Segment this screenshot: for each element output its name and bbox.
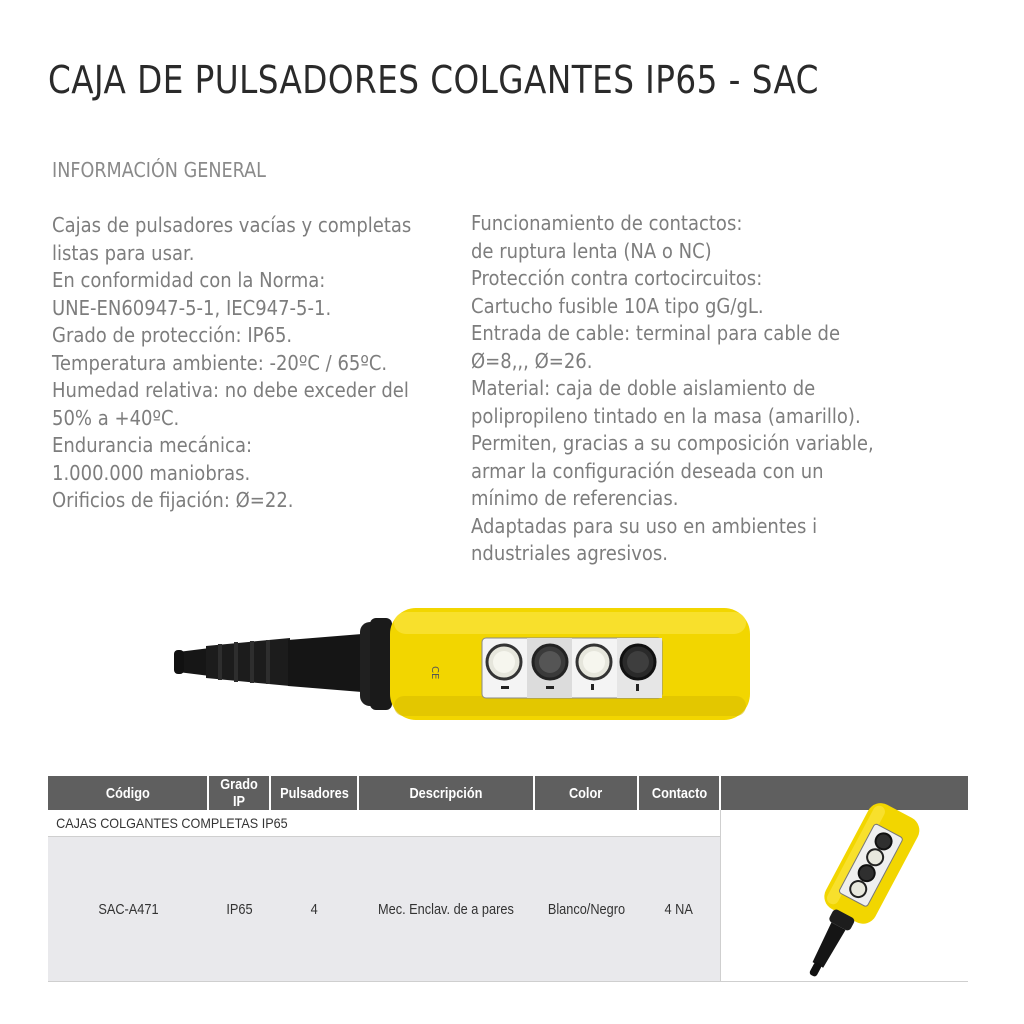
pendant-control-box-small-photo: [770, 796, 930, 996]
pendant-control-box-photo: [170, 600, 790, 730]
general-info-right: [471, 210, 874, 568]
info-line: Orificios de fijación: Ø=22.: [52, 488, 294, 512]
info-line: polipropileno tintado en la masa (amarillo).: [471, 403, 861, 428]
info-line: Endurancia mecánica:: [52, 433, 253, 457]
info-line: Grado de protección: IP65.: [52, 323, 293, 347]
cell-contacto: 4 NA: [638, 837, 720, 982]
info-line: Humedad relativa: no debe exceder del: [52, 378, 409, 402]
info-line: de ruptura lenta (NA o NC): [471, 238, 712, 263]
cell-grado-ip: IP65: [208, 837, 270, 982]
info-line: listas para usar.: [52, 240, 195, 265]
cell-color: Blanco/Negro: [534, 837, 638, 982]
info-line: 1.000.000 maniobras.: [52, 460, 251, 485]
info-line: 50% a +40ºC.: [52, 405, 180, 430]
general-info-left: [52, 212, 411, 515]
info-line: armar la configuración deseada con un: [471, 458, 824, 483]
column-header: Color: [534, 776, 638, 810]
info-line: Cartucho fusible 10A tipo gG/gL.: [471, 293, 764, 318]
column-header: Pulsadores: [270, 776, 358, 810]
info-line: Entrada de cable: terminal para cable de: [471, 321, 841, 345]
cell-descripcion: Mec. Enclav. de a pares: [358, 837, 534, 982]
cell-pulsadores: 4: [270, 837, 358, 982]
column-header: Código: [48, 776, 208, 810]
column-header: Contacto: [638, 776, 720, 810]
page-title: CAJA DE PULSADORES COLGANTES IP65 - SAC: [48, 58, 819, 102]
info-line: Funcionamiento de contactos:: [471, 211, 743, 235]
column-header: Grado IP: [208, 776, 270, 810]
info-line: Adaptadas para su uso en ambientes i: [471, 513, 818, 538]
info-line: mínimo de referencias.: [471, 486, 679, 510]
section-title: INFORMACIÓN GENERAL: [52, 158, 266, 182]
info-line: Permiten, gracias a su composición variable,: [471, 431, 874, 455]
info-line: Ø=8,,, Ø=26.: [471, 348, 593, 373]
svg-text:CE: CE: [429, 666, 440, 680]
group-label: CAJAS COLGANTES COMPLETAS IP65: [48, 810, 720, 837]
info-line: Protección contra cortocircuitos:: [471, 266, 763, 290]
info-line: Cajas de pulsadores vacías y completas: [52, 213, 412, 237]
info-line: UNE-EN60947-5-1, IEC947-5-1.: [52, 295, 332, 320]
info-line: En conformidad con la Norma:: [52, 268, 326, 292]
column-header: Descripción: [358, 776, 534, 810]
cell-codigo: SAC-A471: [48, 837, 208, 982]
info-line: ndustriales agresivos.: [471, 541, 668, 565]
info-line: Temperatura ambiente: -20ºC / 65ºC.: [52, 350, 388, 375]
info-line: Material: caja de doble aislamiento de: [471, 376, 816, 400]
